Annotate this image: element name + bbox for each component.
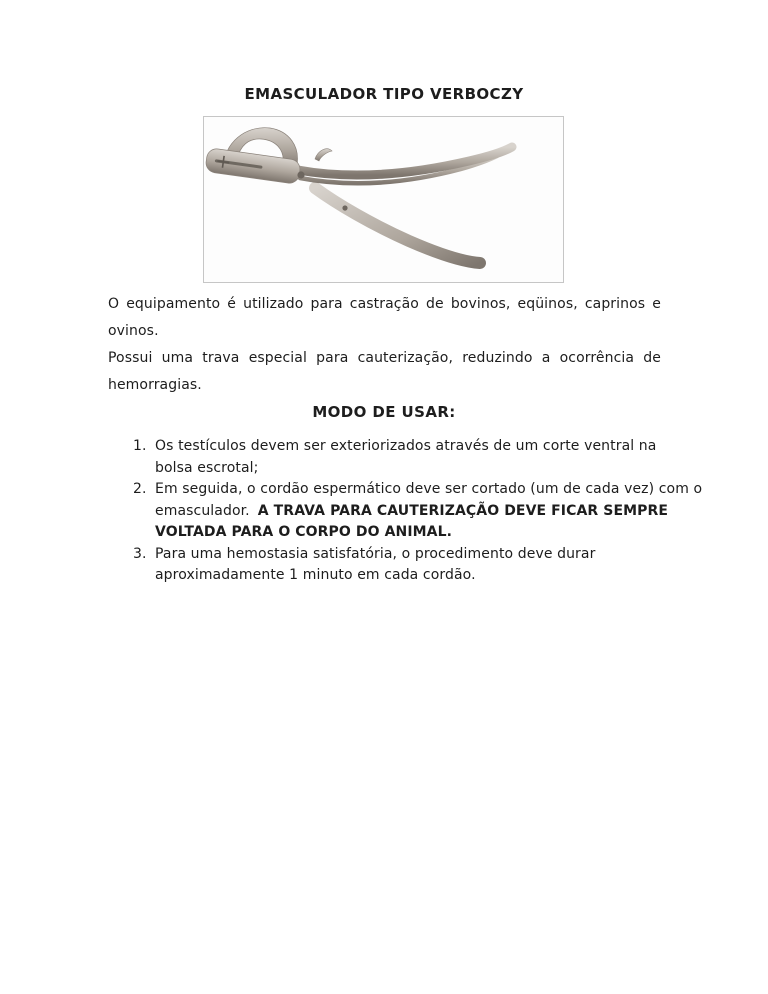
- instruction-line: [155, 479, 702, 501]
- intro-line: hemorragias.: [108, 377, 202, 393]
- figure-box: [203, 116, 564, 283]
- instruction-item-3: [133, 544, 663, 587]
- item-number: 2.: [133, 481, 147, 497]
- emasculator-photo: [203, 116, 564, 283]
- line-text: Os testículos devem ser exteriorizados através de um corte ventral na: [155, 438, 657, 454]
- instruction-line: [155, 544, 663, 566]
- instruction-line: [155, 565, 663, 587]
- instruction-list: [133, 436, 703, 587]
- lower-handle-hole: [342, 205, 347, 210]
- instruction-item-2: [133, 479, 703, 544]
- photo-frame: [204, 117, 564, 283]
- instrument-pivot-screw: [297, 171, 304, 178]
- page-title: EMASCULADOR TIPO VERBOCZY: [244, 85, 524, 103]
- intro-line: Possui uma trava especial para cauterização, reduzindo a ocorrência de: [108, 350, 661, 366]
- instruction-line: [155, 458, 663, 480]
- line-text: Para uma hemostasia satisfatória, o procedimento deve durar: [155, 545, 596, 562]
- intro-line: O equipamento é utilizado para castração de bovinos, eqüinos, caprinos e ovinos.: [108, 296, 661, 339]
- item-number: 3.: [133, 545, 147, 562]
- line-text: bolsa escrotal;: [155, 459, 259, 476]
- line-bold-text: A TRAVA PARA CAUTERIZAÇÃO DEVE FICAR SEMPRE: [257, 502, 669, 519]
- section-heading: MODO DE USAR:: [312, 403, 456, 421]
- line-text: Em seguida, o cordão espermático deve ser cortado (um de cada vez) com o: [155, 481, 703, 497]
- line-text: emasculador.: [155, 502, 250, 519]
- instruction-line: [155, 436, 663, 458]
- item-number: 1.: [133, 438, 147, 454]
- line-bold-text: VOLTADA PARA O CORPO DO ANIMAL.: [155, 524, 453, 540]
- instruction-line: [155, 522, 702, 544]
- instruction-item-1: [133, 436, 663, 479]
- instruction-line: [155, 501, 702, 523]
- line-text: aproximadamente 1 minuto em cada cordão.: [155, 567, 476, 583]
- intro-paragraph: [108, 291, 661, 399]
